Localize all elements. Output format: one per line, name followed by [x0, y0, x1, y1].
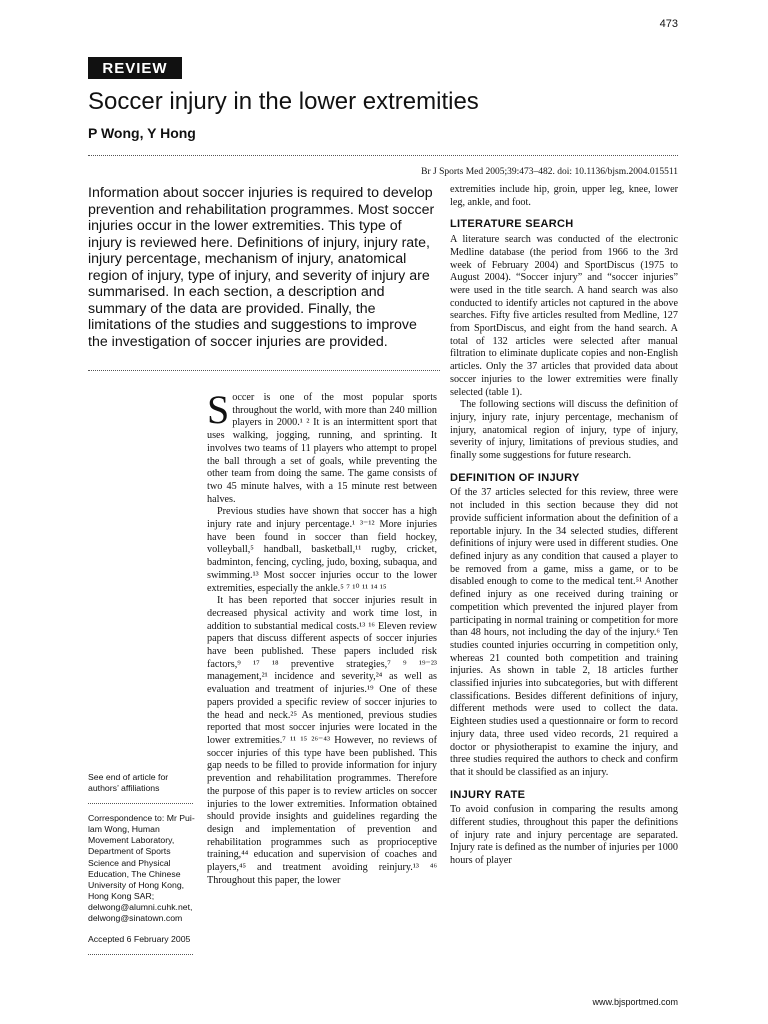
- intro-paragraph-2: Previous studies have shown that soccer has a high injury rate and injury percentage.¹ ³⁻¹² More injuries have been found in soccer than field hockey, volleyball,⁵ handball, basketball,¹¹ rugby, cricket, badminton, fencing, cycling, judo, boxing, subaqua, and swimming.¹³ Most soccer injuries occur to the lower extremities, especially the ankle.⁵ ⁷ ¹⁰ ¹¹ ¹⁴ ¹⁵: [207, 506, 437, 594]
- accepted-date: Accepted 6 February 2005: [88, 934, 191, 945]
- intro-paragraph-3: It has been reported that soccer injuries result in decreased physical activity and work time lost, in addition to substantial medical costs.¹³ ¹⁶ Eleven review papers that discuss different aspects of soccer injuries have been published. These papers included risk factors,⁹ ¹⁷ ¹⁸ preventive strategies,⁷ ⁹ ¹⁹⁻²³ management,²¹ incidence and severity,²⁴ as well as evaluation and treatment of injuries.¹⁹ One of these papers provided a specific review of soccer injuries to the head and neck.²⁵ As mentioned, previous studies reported that most soccer injuries were located in the lower extremities.⁷ ¹¹ ¹⁵ ²⁶⁻⁴³ However, no reviews of soccer injuries of this type have been published. This gap needs to be filled to provide information for injury prevention and rehabilitation programmes. Therefore the purpose of this paper is to review articles on soccer injuries to the lower extremities. Information obtained should provide insights and guidelines regarding the design and implementation of prevention and rehabilitation programmes such as proprioceptive training,⁴⁴ education and supervision of coaches and players,⁴⁵ and treatment avoiding reinjury.¹³ ⁴⁶ Throughout this paper, the lower: [207, 595, 437, 886]
- abstract-divider: [88, 370, 440, 371]
- correspondence: Correspondence to: Mr Pui-lam Wong, Human Movement Laboratory, Department of Sports Science and Physical Education, The Chinese University of Hong Kong, Hong Kong SAR; delwong@alumni.cuhk.net, delwong@sinatown.com: [88, 813, 195, 924]
- right-column-continuation: extremities include hip, groin, upper leg, knee, lower leg, ankle, and foot.: [450, 184, 678, 208]
- sidebar-divider: [88, 803, 193, 804]
- heading-injury-rate: INJURY RATE: [450, 788, 526, 801]
- literature-paragraph-1: A literature search was conducted of the electronic Medline database (the period from 1966 to the 3rd week of February 2004) and SportDiscus (1975 to August 2004). “Soccer injury” and “soccer injuries” were used in the title search. A hand search was also conducted to identify articles not captured in the above searches. Fifty five articles resulted from Medline, 127 from SportDiscus, and eight from the hand search. A total of 132 articles were selected after manual filtration to eliminate duplicate copies and non-English articles. Only the 37 articles that provided data about soccer injuries to the lower extremities were finally selected (table 1).: [450, 234, 678, 398]
- injury-rate-paragraph: To avoid confusion in comparing the results among different studies, throughout this paper the definitions of injury rate and injury percentage are separated. Injury rate is defined as the number of injuries per 1000 hours of player: [450, 804, 678, 867]
- drop-cap: S: [207, 387, 230, 432]
- authors: P Wong, Y Hong: [88, 125, 196, 141]
- abstract: Information about soccer injuries is required to develop prevention and rehabilitation programmes. Most soccer injuries occur in the lower extremities. This type of injury is reviewed here. Definitions of injury, injury rate, injury percentage, mechanism of injury, anatomical region of injury, type of injury, and severity of injury are summarised. In each section, a description and summary of the data are provided. Finally, the limitations of the studies and suggestions to improve the investigation of soccer injuries are provided.: [88, 185, 435, 350]
- header-divider: [88, 155, 678, 156]
- heading-literature-search: LITERATURE SEARCH: [450, 218, 574, 231]
- article-title: Soccer injury in the lower extremities: [88, 88, 479, 115]
- intro-paragraph-1: Soccer is one of the most popular sports throughout the world, with more than 240 million players in 2000.¹ ² It is an intermittent sport that uses walking, jogging, running, and sprinting. It involves two teams of 11 players who attempt to propel the ball through a set of goals, while preventing the other team from doing the same. The game consists of two 45 minute halves, with a 15 minute rest between halves.: [207, 387, 437, 505]
- section-label: REVIEW: [88, 57, 182, 79]
- affiliations-note: See end of article for authors’ affiliations: [88, 772, 169, 794]
- definition-paragraph: Of the 37 articles selected for this review, three were not included in this section because they did not provide sufficient information about the definition of a reportable injury. In the 34 selected studies, different definitions of injury were used in different studies. One defined injury as any condition that caused a player to be removed from a game, miss a game, or to be disabled enough to come to the medical tent.⁵¹ Another defined injury as one received during training or competition which prevented the injured player from participating in normal training or competition for more than 48 hours, not including the day of the injury.⁶ Ten studies counted injuries occurring in competition only, whereas 21 counted both competition and training injuries. As shown in table 2, 18 articles further classified injuries into subcategories, but with different classifications. Besides different definitions of injury, different methods were used to collect the data. Eighteen studies used a questionnaire or form to record injury data, three used video records, 21 required a doctor or physiotherapist to examine the injury, and three studies required the authors to check and confirm that it should be classified as an injury.: [450, 487, 678, 778]
- sidebar-notes: [88, 772, 196, 964]
- sidebar-divider-bottom: [88, 954, 193, 955]
- page-number: 473: [659, 18, 678, 30]
- intro-column: [207, 387, 437, 887]
- heading-definition-of-injury: DEFINITION OF INJURY: [450, 471, 580, 484]
- literature-paragraph-2: The following sections will discuss the definition of injury, injury rate, injury percentage, mechanism of injury, anatomical region of injury, type of injury, severity of injury, limitations of previous studies, and finally some suggestions for future research.: [450, 399, 678, 462]
- citation: Br J Sports Med 2005;39:473–482. doi: 10.1136/bjsm.2004.015511: [421, 167, 678, 177]
- journal-url[interactable]: www.bjsportmed.com: [592, 997, 678, 1007]
- right-column: [450, 184, 678, 868]
